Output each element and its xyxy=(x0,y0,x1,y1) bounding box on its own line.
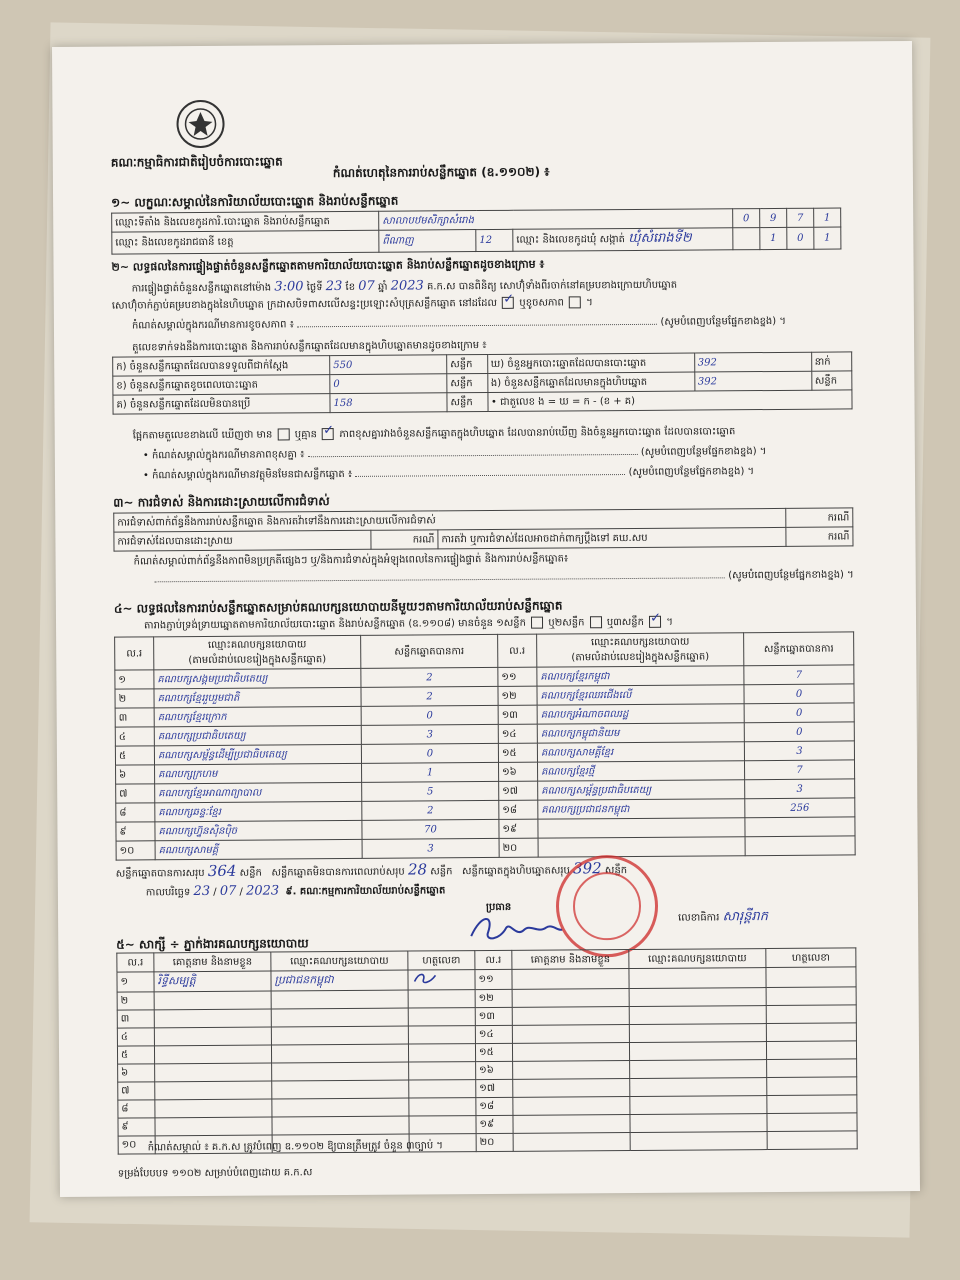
row-number: ៥ xyxy=(117,1046,154,1064)
appeal-row: ការតវ៉ា ឬការជំទាស់ដែលអាចដាក់ពាក្យប្តឹងទៅ គឃ.សប xyxy=(438,527,786,548)
commune-cell xyxy=(513,228,733,252)
row-number: ២០ xyxy=(476,1133,513,1151)
commune-code-digit: 0 xyxy=(787,227,814,249)
witness-name xyxy=(513,1115,630,1134)
ballots-in-box-value: 392 xyxy=(694,371,811,391)
party-name: គណបក្សហ្វ៊ុនស៊ិនប៉ិច xyxy=(155,820,362,840)
witness-signature xyxy=(408,1008,475,1026)
witness-name xyxy=(154,1045,271,1064)
box-total: 392 xyxy=(572,859,602,878)
figures-row: ក) ចំនួនសន្លឹកឆ្នោតដែលបានទទួលពីជាក់ស្តែង 550 សន្លឹក ឃ) ចំនួនអ្នកបោះឆ្នោតដែលបានបោះឆ្នោត 392 នាក់ xyxy=(113,352,852,376)
president-label: ប្រធាន xyxy=(485,901,512,914)
witness-signature xyxy=(408,990,475,1008)
col-party-header: ឈ្មោះគណបក្សនយោបាយ (តាមលំដាប់លេខរៀងក្នុងសន្លឹកឆ្នោត) xyxy=(537,633,744,667)
irregularity-note-fill: (សូមបំពេញបន្ថែមផ្នែកខាងខ្នង) ។ xyxy=(114,567,854,587)
witness-party xyxy=(272,1062,409,1081)
intact-checkbox[interactable]: ✓ xyxy=(502,297,514,309)
witness-party xyxy=(271,1044,408,1063)
witness-signature xyxy=(766,987,856,1006)
party-votes: 3 xyxy=(744,741,854,761)
has-difference-checkbox[interactable] xyxy=(278,428,290,440)
row-number: ១៨ xyxy=(476,1097,513,1115)
two-sheets-checkbox[interactable] xyxy=(590,616,602,628)
difference-note: • កំណត់សម្គាល់ក្នុងករណីមានភាពខុសគ្នា ៖ (សូមបំពេញបន្ថែមផ្នែកខាងខ្នង) ។ xyxy=(142,446,767,462)
invalid-total: 28 xyxy=(407,860,428,879)
section1-title: ១~ លក្ខណៈសម្គាល់នៃការិយាល័យបោះឆ្នោត និងរាប់សន្លឹកឆ្នោត xyxy=(111,193,399,210)
figures-row: គ) ចំនួនសន្លឹកឆ្នោតដែលមិនបានប្រើ 158 សន្លឹក • ជាតួលេខ ង = ឃ = ក - (ខ + គ) xyxy=(113,390,852,414)
party-votes: 0 xyxy=(744,703,854,723)
no-difference-checkbox[interactable]: ✓ xyxy=(322,428,334,440)
party-name: គណបក្សប្រជាជនកម្ពុជា xyxy=(538,799,745,819)
seal-line: សោហ៊ុំចាក់ភ្ជាប់គម្របខាងក្នុងនៃហិបឆ្នោត ក្រដាសបិទពាសលើសន្ទះប្រឡោះសំបុត្រសន្លឹកឆ្នោត នៅដដែល ✓ ឬខូចសភាព ។ xyxy=(111,291,593,312)
witness-party xyxy=(630,1096,767,1115)
col-party-header: ឈ្មោះគណបក្សនយោបាយ (តាមលំដាប់លេខរៀងក្នុងសន្លឹកឆ្នោត) xyxy=(154,635,361,669)
witness-note: កំណត់សម្គាល់ ៖ គ.ក.ស ត្រូវបំពេញ ឧ.១១០២ ឱ្យបានត្រឹមត្រូវ ចំនួន ៣ច្បាប់ ។ xyxy=(147,1140,444,1154)
row-number: ១០ xyxy=(116,841,155,860)
witness-party xyxy=(271,1026,408,1045)
witness-party xyxy=(271,990,408,1009)
commune-label: ឈ្មោះ និងលេខកូដឃុំ សង្កាត់ xyxy=(516,234,626,246)
row-number: ១៥ xyxy=(498,743,537,762)
witness-party xyxy=(272,1080,409,1099)
row-number: ៣ xyxy=(117,1010,154,1028)
party-name: គណបក្សខ្មែរថ្មី xyxy=(538,761,745,781)
row-number: ៥ xyxy=(115,746,154,765)
witness-name xyxy=(513,1079,630,1098)
col-votes-header: សន្លឹកឆ្នោតបានការ xyxy=(744,632,854,666)
verify-year: 2023 xyxy=(390,278,424,294)
party-name: គណបក្សខ្មែរអាណាព្យាបាល xyxy=(155,782,362,802)
row-number: ១០ xyxy=(118,1136,155,1154)
row-number: ២ xyxy=(117,992,154,1010)
figures-row: ខ) ចំនួនសន្លឹកឆ្នោតខូចពេលបោះឆ្នោត 0 សន្លឹក ង) ចំនួនសន្លឹកឆ្នោតដែលមានក្នុងហិបឆ្នោត 392 សន្លឹក xyxy=(113,371,852,395)
party-votes xyxy=(745,836,855,856)
party-name: គណបក្សអំណាចពលរដ្ឋ xyxy=(537,704,744,724)
row-number: ២ xyxy=(115,689,154,708)
commune-code-digit: 1 xyxy=(814,227,841,249)
difference-line: ផ្អែកតាមតួលេខខាងលើ ឃើញថា មាន ឬគ្មាន ✓ ភាពខុសគ្នារវាងចំនួនសន្លឹកឆ្នោតក្នុងហិបឆ្នោត ដែលបានរាប់ឃើញ និងចំនួនអ្នកបោះឆ្នោត ដែលបានបោះឆ្នោត xyxy=(132,423,736,442)
ballots-received-value: 550 xyxy=(330,355,447,375)
row-number: ១១ xyxy=(475,969,512,989)
row-number: ១៧ xyxy=(499,781,538,800)
commission-logo-icon xyxy=(176,100,224,148)
section2-title: ២~ លទ្ធផលនៃការផ្ទៀងផ្ទាត់ចំនួនសន្លឹកឆ្នោតតាមការិយាល័យបោះឆ្នោត និងរាប់សន្លឹកឆ្នោតដូចខាងក្រោម ៖ xyxy=(111,257,545,274)
date-year: 2023 xyxy=(246,883,280,899)
party-votes: 0 xyxy=(744,722,854,742)
president-signature xyxy=(466,909,566,949)
section3-title: ៣~ ការជំទាស់ និងការដោះស្រាយលើការជំទាស់ xyxy=(113,494,330,510)
verification-line: ការផ្ទៀងផ្ទាត់ចំនួនសន្លឹកឆ្នោតនៅម៉ោង 3:00 ថ្ងៃទី 23 ខែ 07 ឆ្នាំ 2023 គ.ក.ស បានពិនិត្យ សោហ៊ុំទាំងពីរចាក់នៅគម្របខាងក្រោយហិបឆ្នោត xyxy=(131,278,678,295)
row-number: ៧ xyxy=(116,784,155,803)
witness-signature xyxy=(767,1113,857,1132)
row-number: ១៦ xyxy=(476,1061,513,1079)
witness-name xyxy=(154,1027,271,1046)
witness-name xyxy=(513,1061,630,1080)
witness-signature xyxy=(408,1026,475,1044)
voters-value: 392 xyxy=(694,352,811,372)
row-number: ៨ xyxy=(118,1100,155,1118)
party-name: គណបក្សកម្ពុជានិយម xyxy=(537,723,744,743)
party-name: គណបក្សសង្គមប្រជាធិបតេយ្យ xyxy=(154,668,361,688)
spoiled-value: 0 xyxy=(330,374,447,394)
one-sheet-checkbox[interactable] xyxy=(531,617,543,629)
row-number: ១៨ xyxy=(499,800,538,819)
witness-name: រិទ្ធីសម្បត្តិ xyxy=(154,971,271,992)
section4-title: ៤~ លទ្ធផលនៃការរាប់សន្លឹកឆ្នោតសម្រាប់គណបក្សនយោបាយនីមួយៗតាមការិយាល័យរាប់សន្លឹកឆ្នោត xyxy=(113,598,563,616)
official-stamp xyxy=(556,855,659,958)
province-label: ឈ្មោះ និងលេខកូដរាជធានី ខេត្ត xyxy=(112,230,379,254)
irregularity-note: កំណត់សម្គាល់ពាក់ព័ន្ធនឹងភាពមិនប្រក្រតីផ្សេងៗ ឬ/និងការជំទាស់ក្នុងអំឡុងពេលនៃការផ្ទៀងផ្ទាត់ និងការរាប់សន្លឹកឆ្នោត៖ xyxy=(133,553,569,568)
party-name: គណបក្សខ្មែរក្រោក xyxy=(154,706,361,726)
witness-name xyxy=(155,1081,272,1100)
party-votes: 256 xyxy=(745,798,855,818)
party-votes: 7 xyxy=(744,665,854,685)
site-value: សាលាបឋមសិក្សាសំរោង xyxy=(379,209,733,230)
party-votes xyxy=(745,817,855,837)
row-number: ១ xyxy=(115,670,154,689)
witness-signature xyxy=(767,1077,857,1096)
witness-signature xyxy=(767,1059,857,1078)
row-number: ៤ xyxy=(115,727,154,746)
party-votes: 3 xyxy=(361,724,498,744)
witness-party xyxy=(630,1132,767,1151)
col-no-header: ល.រ xyxy=(498,634,537,667)
footer-text: ទម្រង់បែបបទ ១១០២ សម្រាប់បំពេញដោយ គ.ក.ស xyxy=(117,1167,313,1180)
witness-signature xyxy=(766,1023,856,1042)
row-number: ១៤ xyxy=(498,724,537,743)
figures-table xyxy=(112,351,852,414)
party-votes: 5 xyxy=(362,781,499,801)
row-number: ៩ xyxy=(116,822,155,841)
commune-code-digit: 1 xyxy=(760,227,787,249)
result-row xyxy=(116,836,855,860)
party-name: គណបក្សខ្មែរកម្ពុជា xyxy=(537,666,744,686)
row-number: ១២ xyxy=(498,686,537,705)
witness-signature xyxy=(408,970,475,990)
province-value: ពីណាញ xyxy=(379,230,476,253)
party-votes: 2 xyxy=(361,686,498,706)
party-name: គណបក្សសម្ព័ន្ធដើម្បីប្រជាធិបតេយ្យ xyxy=(154,744,361,764)
resolved-row: ការជំទាស់ដែលបានដោះស្រាយ xyxy=(114,530,371,551)
secretary-line: លេខាធិការ សារុន្តីរាក xyxy=(678,909,768,925)
witness-signature xyxy=(409,1062,476,1080)
party-name: គណបក្សក្រហម xyxy=(155,763,362,783)
col-votes-header: សន្លឹកឆ្នោតបានការ xyxy=(361,634,498,668)
three-sheets-checkbox[interactable]: ✓ xyxy=(649,616,661,628)
damage-note-line: កំណត់សម្គាល់ក្នុងករណីមានការខូចសភាព ៖ (សូមបំពេញបន្ថែមផ្នែកខាងខ្នង) ។ xyxy=(131,315,786,332)
witness-name xyxy=(513,1133,630,1152)
unused-value: 158 xyxy=(330,393,447,413)
attachment-line: តារាងភ្ជាប់ទ្រង់ទ្រាយឆ្នោតតាមការិយាល័យបោះឆ្នោត និងរាប់សន្លឹកឆ្នោត (ឧ.១១០៨) មានចំនួន ១សន្លឹក ឬ២សន្លឹក ឬ៣សន្លឹក ✓ ។ xyxy=(144,610,673,632)
date-day: 23 xyxy=(193,883,211,900)
row-number: ១៤ xyxy=(475,1025,512,1043)
commune-value: ឃុំសំរោងទី២ xyxy=(628,230,692,246)
witness-signature-mark xyxy=(411,971,439,985)
site-label: ឈ្មោះទីតាំង និងលេខកូដការិ.បោះឆ្នោត និងរាប់សន្លឹកឆ្នោត xyxy=(112,211,379,232)
witness-name xyxy=(512,1007,629,1026)
form-page xyxy=(52,41,920,1197)
row-number: ១ xyxy=(117,972,154,992)
party-name: គណបក្សសាមគ្គីខ្មែរ xyxy=(537,742,744,762)
row-number: ១៩ xyxy=(476,1115,513,1133)
witness-name xyxy=(512,989,629,1008)
col-no-header: ល.រ xyxy=(115,637,154,670)
party-votes: 0 xyxy=(744,684,854,704)
party-votes: 3 xyxy=(745,779,855,799)
results-table xyxy=(114,631,856,860)
witness-party xyxy=(630,1078,767,1097)
witness-name xyxy=(512,969,629,990)
witness-signature xyxy=(766,1041,856,1060)
witness-name xyxy=(512,1043,629,1062)
row-number: ៦ xyxy=(116,765,155,784)
complaints-table: ការជំទាស់ពាក់ព័ន្ធនឹងការរាប់សន្លឹកឆ្នោត និងការតវ៉ាទៅនឹងការដោះស្រាយលើការជំទាស់ ករណី ការជំទាស់ដែលបានដោះស្រាយ ករណី ការតវ៉ា ឬការជំទាស់ដែលអាចដាក់ពាក្យប្តឹងទៅ គឃ.សប ករណី xyxy=(113,507,853,551)
row-number: ១១ xyxy=(498,667,537,686)
party-votes: 2 xyxy=(362,800,499,820)
party-votes: 0 xyxy=(361,743,498,763)
witness-party xyxy=(629,1024,766,1043)
party-name: គណបក្សឆន្ទៈខ្មែរ xyxy=(155,801,362,821)
row-number: ១២ xyxy=(475,989,512,1007)
foreign-object-note: • កំណត់សម្គាល់ក្នុងករណីមានវត្ថុមិនមែនជាសន្លឹកឆ្នោត ៖ (សូមបំពេញបន្ថែមផ្នែកខាងខ្នង) ។ xyxy=(142,466,755,482)
province-code: 12 xyxy=(476,229,513,251)
site-code-digit: 0 xyxy=(733,209,760,228)
form-title: កំណត់ហេតុនៃការរាប់សន្លឹកឆ្នោត (ឧ.១១០២) ៖ xyxy=(332,164,550,181)
party-name xyxy=(538,818,745,838)
row-number: ៦ xyxy=(118,1064,155,1082)
row-number: ៧ xyxy=(118,1082,155,1100)
damaged-checkbox[interactable] xyxy=(569,296,581,308)
witness-party xyxy=(630,1114,767,1133)
verify-month: 07 xyxy=(358,278,375,294)
row-number: ១៧ xyxy=(476,1079,513,1097)
secretary-signature: សារុន្តីរាក xyxy=(722,909,768,925)
witness-signature xyxy=(767,1095,857,1114)
party-votes: 2 xyxy=(361,667,498,687)
section1-table xyxy=(111,208,841,255)
party-votes: 3 xyxy=(362,838,499,858)
witness-name xyxy=(155,1063,272,1082)
site-code-digit: 9 xyxy=(760,208,787,227)
row-number: ៨ xyxy=(116,803,155,822)
witness-party xyxy=(272,1098,409,1117)
party-votes: 0 xyxy=(361,705,498,725)
witness-signature xyxy=(767,1131,857,1150)
party-name xyxy=(538,837,745,857)
witness-signature xyxy=(766,1005,856,1024)
date-line: កាលបរិច្ឆេទ 23 / 07 / 2023 ៩. គណៈកម្មការការិយាល័យរាប់សន្លឹកឆ្នោត xyxy=(145,883,446,900)
witness-party: ប្រជាជនកម្ពុជា xyxy=(271,970,408,991)
witness-party xyxy=(271,1008,408,1027)
party-votes: 1 xyxy=(362,762,499,782)
figures-intro: តួលេខទាក់ទងនឹងការបោះឆ្នោត និងការរាប់សន្លឹកឆ្នោតដែលមានក្នុងហិបឆ្នោតមានដូចខាងក្រោម ៖ xyxy=(132,339,487,354)
verify-day: 23 xyxy=(325,278,343,295)
witness-party xyxy=(629,1042,766,1061)
witness-party xyxy=(629,1006,766,1025)
row-number: ៣ xyxy=(115,708,154,727)
complaints-row: ការជំទាស់ពាក់ព័ន្ធនឹងការរាប់សន្លឹកឆ្នោត និងការតវ៉ាទៅនឹងការដោះស្រាយលើការជំទាស់ xyxy=(114,508,786,532)
party-name: គណបក្សសម្ព័ន្ធប្រជាធិបតេយ្យ xyxy=(538,780,745,800)
witness-name xyxy=(513,1097,630,1116)
witness-name xyxy=(155,1099,272,1118)
row-number: ១៦ xyxy=(499,762,538,781)
witness-signature xyxy=(408,1044,475,1062)
verify-time: 3:00 xyxy=(274,279,304,295)
party-votes: 7 xyxy=(744,760,854,780)
row-number: ១៣ xyxy=(475,1007,512,1025)
party-name: គណបក្សសាមគ្គី xyxy=(155,839,362,859)
date-month: 07 xyxy=(219,883,237,899)
totals-line: សន្លឹកឆ្នោតបានការសរុប 364 សន្លឹក សន្លឹកឆ្នោតមិនបានការពេលរាប់សរុប 28 សន្លឹក សន្លឹកឆ្នោតក្នុងហិបឆ្នោតសរុប 392 សន្លឹក xyxy=(115,859,628,880)
commission-name: គណៈកម្មាធិការជាតិរៀបចំការបោះឆ្នោត xyxy=(110,154,283,170)
site-code-digit: 1 xyxy=(814,208,841,227)
witness-signature xyxy=(766,967,856,988)
witness-name xyxy=(154,1009,271,1028)
party-votes: 70 xyxy=(362,819,499,839)
party-name: គណបក្សខ្មែររួបរួមជាតិ xyxy=(154,687,361,707)
row-number: ៩ xyxy=(118,1118,155,1136)
witness-table: ល.រ គោត្តនាម និងនាមខ្លួន ឈ្មោះគណបក្សនយោបាយ ហត្ថលេខា ល.រ គោត្តនាម និងនាមខ្លួន ឈ្មោះគណបក្សនយោបាយ ហត្ថលេខា ១ រិទ្ធីសម្បត្តិ ប្រជាជនកម្ពុជា ១១ ២ ១២ ៣ ១៣ ៤ ១៤ ៥ ១៥ ៦ ១៦ ៧ ១៧ ៨ ១៨ ៩ ១៩ ១០ ២០ xyxy=(116,947,857,1154)
witness-signature xyxy=(409,1116,476,1134)
row-number: ១៣ xyxy=(498,705,537,724)
witness-signature xyxy=(409,1080,476,1098)
row-number: ២០ xyxy=(499,838,538,857)
row-number: ១៩ xyxy=(499,819,538,838)
witness-party xyxy=(272,1116,409,1135)
site-code-digit: 7 xyxy=(787,208,814,227)
witness-name xyxy=(154,991,271,1010)
party-name: គណបក្សប្រជាធិបតេយ្យ xyxy=(154,725,361,745)
party-name: គណបក្សខ្មែរឈរជើងលើ xyxy=(537,685,744,705)
witness-party xyxy=(630,1060,767,1079)
witness-party xyxy=(629,968,766,989)
valid-total: 364 xyxy=(207,861,237,880)
witness-name xyxy=(155,1117,272,1136)
section5-title: ៥~ សាក្សី ÷ ភ្នាក់ងារគណបក្សនយោបាយ xyxy=(116,936,309,952)
witness-name xyxy=(512,1025,629,1044)
row-number: ៤ xyxy=(117,1028,154,1046)
witness-signature xyxy=(409,1098,476,1116)
row-number: ១៥ xyxy=(475,1043,512,1061)
witness-party xyxy=(629,988,766,1007)
